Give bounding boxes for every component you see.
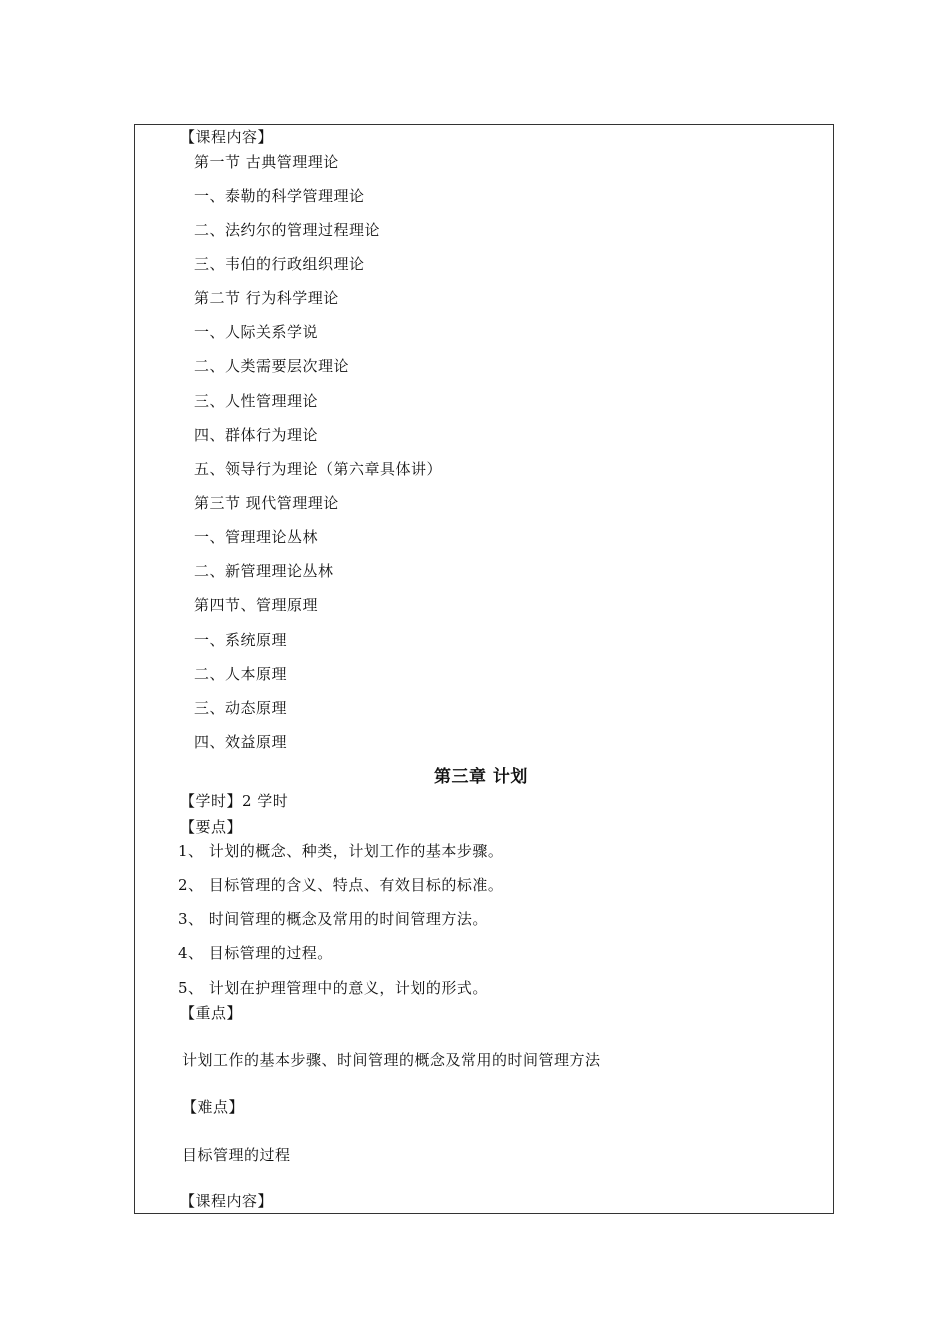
outline-item: 二、人类需要层次理论 <box>194 357 350 375</box>
course-content-label: 【课程内容】 <box>180 128 274 146</box>
focus-label: 【重点】 <box>180 1004 243 1022</box>
focus-text: 计划工作的基本步骤、时间管理的概念及常用的时间管理方法 <box>182 1051 601 1069</box>
outline-item: 一、人际关系学说 <box>194 323 319 341</box>
outline-item: 三、动态原理 <box>194 699 288 717</box>
outline-item: 第四节、管理原理 <box>194 596 319 614</box>
outline-item: 二、新管理理论丛林 <box>194 562 334 580</box>
key-point-item: 4、 目标管理的过程。 <box>178 944 333 962</box>
outline-item: 二、法约尔的管理过程理论 <box>194 221 381 239</box>
key-point-item: 5、 计划在护理管理中的意义，计划的形式。 <box>178 979 488 997</box>
chapter-title: 第三章 计划 <box>434 767 528 787</box>
difficulty-label: 【难点】 <box>182 1098 245 1116</box>
outline-item: 一、管理理论丛林 <box>194 528 319 546</box>
outline-item: 五、领导行为理论（第六章具体讲） <box>194 460 443 478</box>
outline-item: 四、群体行为理论 <box>194 426 319 444</box>
key-point-item: 2、 目标管理的含义、特点、有效目标的标准。 <box>178 876 504 894</box>
outline-item: 三、人性管理理论 <box>194 392 319 410</box>
outline-item: 一、泰勒的科学管理理论 <box>194 187 365 205</box>
difficulty-text: 目标管理的过程 <box>182 1146 291 1164</box>
hours-label: 【学时】2 学时 <box>180 792 289 810</box>
course-content-label: 【课程内容】 <box>180 1192 274 1210</box>
outline-item: 二、人本原理 <box>194 665 288 683</box>
outline-item: 一、系统原理 <box>194 631 288 649</box>
key-points-label: 【要点】 <box>180 818 243 836</box>
outline-item: 第三节 现代管理理论 <box>194 494 339 512</box>
key-point-item: 1、 计划的概念、种类，计划工作的基本步骤。 <box>178 842 504 860</box>
outline-item: 三、韦伯的行政组织理论 <box>194 255 365 273</box>
outline-item: 第一节 古典管理理论 <box>194 153 339 171</box>
outline-item: 第二节 行为科学理论 <box>194 289 339 307</box>
outline-item: 四、效益原理 <box>194 733 288 751</box>
key-point-item: 3、 时间管理的概念及常用的时间管理方法。 <box>178 910 488 928</box>
